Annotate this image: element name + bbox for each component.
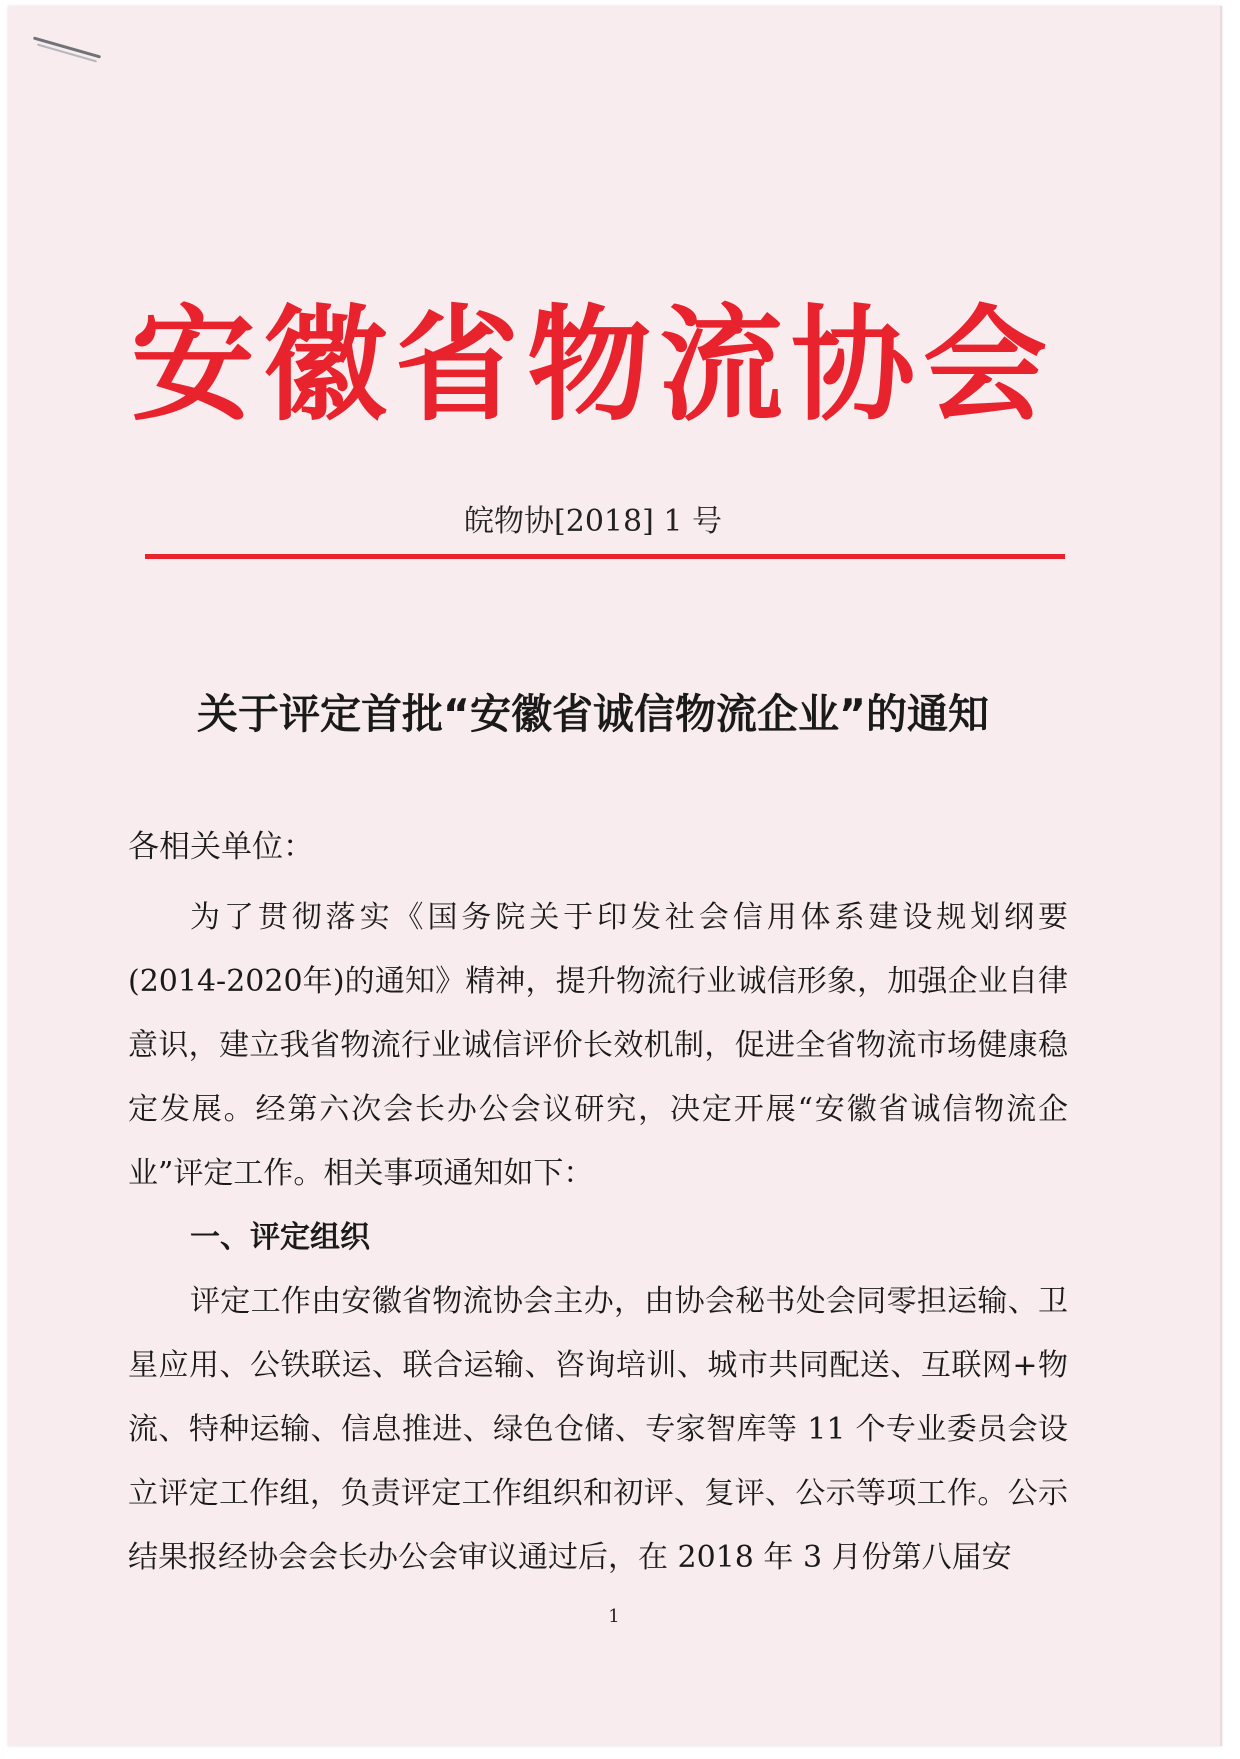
masthead-organization: 安徽省物流协会	[130, 294, 1055, 438]
section-heading-1: 一、评定组织	[190, 1220, 370, 1255]
document-number: 皖物协[2018] 1 号	[464, 504, 722, 539]
document-body	[128, 886, 1068, 1590]
document-page	[8, 6, 1222, 1746]
page-number: 1	[608, 1606, 620, 1627]
salutation: 各相关单位：	[128, 829, 314, 865]
paragraph-intro: 为了贯彻落实《国务院关于印发社会信用体系建设规划纲要(2014-2020年)的通知》精神，提升物流行业诚信形象，加强企业自律意识，建立我省物流行业诚信评价长效机制，促进全省物流市场健康稳定发展。经第六次会长办公会议研究，决定开展“安徽省诚信物流企业”评定工作。相关事项通知如下：	[128, 900, 1068, 1191]
document-title: 关于评定首批“安徽省诚信物流企业”的通知	[197, 690, 989, 738]
paragraph-organization: 评定工作由安徽省物流协会主办，由协会秘书处会同零担运输、卫星应用、公铁联运、联合运输、咨询培训、城市共同配送、互联网+物流、特种运输、信息推进、绿色仓储、专家智库等 11 个专业委员会设立评定工作组，负责评定工作组织和初评、复评、公示等项工作。公示结果报经协会会长办公会审议通过后，在 2018 年 3 月份第八届安	[128, 1284, 1068, 1575]
staple	[33, 36, 101, 58]
red-separator-line	[145, 554, 1065, 559]
